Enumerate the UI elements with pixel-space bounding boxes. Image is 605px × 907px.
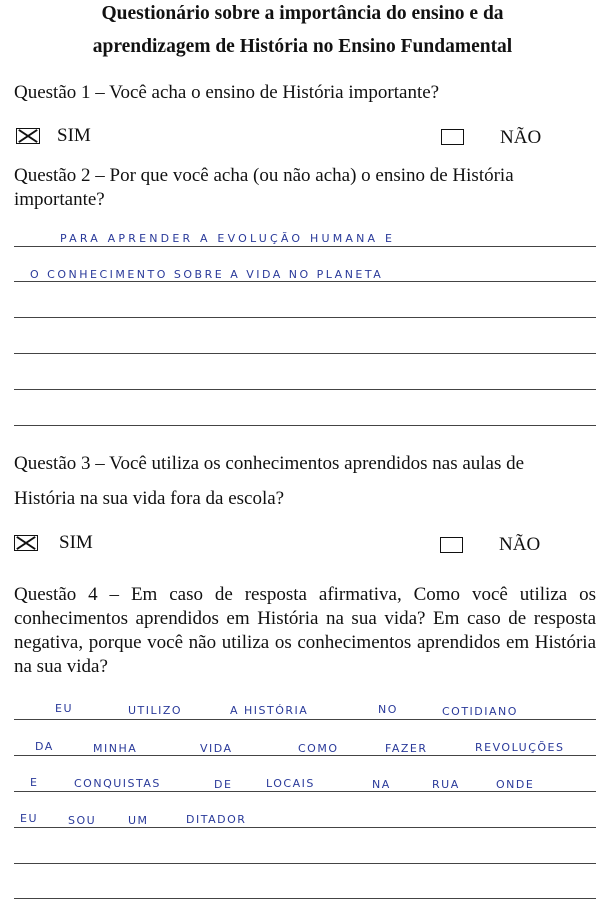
- q4-answer-word: COTIDIANO: [442, 705, 518, 718]
- answer-rule: [14, 827, 596, 828]
- answer-rule: [14, 389, 596, 390]
- q4-answer-word: FAZER: [385, 742, 428, 755]
- q1-yes-checkbox[interactable]: [16, 128, 40, 144]
- q3-no-checkbox[interactable]: [440, 537, 463, 553]
- q4-answer-word: UTILIZO: [128, 704, 183, 717]
- q4-answer-word: E: [30, 776, 39, 789]
- question-4-text: Questão 4 – Em caso de resposta afirmativa, Como você utiliza os conhecimentos aprendidos em História na sua vida? Em caso de resposta negativa, porque você não utiliza os conhecimentos aprendidos em História na sua vida?: [14, 584, 596, 677]
- q1-yes-label: SIM: [57, 125, 91, 146]
- q4-answer-word: DE: [214, 778, 233, 791]
- q4-answer-word: EU: [55, 702, 74, 715]
- q4-answer-word: A HISTÓRIA: [230, 704, 309, 717]
- q4-answer-word: MINHA: [93, 742, 138, 755]
- q4-answer-word: DA: [35, 740, 54, 753]
- q4-answer-word: COMO: [298, 742, 339, 755]
- answer-rule: [14, 898, 596, 899]
- q2-answer-line-2: O CONHECIMENTO SOBRE A VIDA NO PLANETA: [30, 268, 384, 281]
- answer-rule: [14, 281, 596, 282]
- answer-rule: [14, 719, 596, 720]
- question-1-text: Questão 1 – Você acha o ensino de História importante?: [14, 82, 440, 103]
- q4-answer-word: SOU: [68, 814, 97, 827]
- q4-answer-word: DITADOR: [186, 813, 247, 826]
- q4-answer-word: VIDA: [200, 742, 233, 755]
- q4-answer-word: UM: [128, 814, 149, 827]
- q4-answer-word: NO: [378, 703, 398, 716]
- q3-yes-label: SIM: [59, 532, 93, 553]
- question-3-line-2: História na sua vida fora da escola?: [14, 488, 285, 509]
- q3-no-label: NÃO: [499, 534, 541, 555]
- answer-rule: [14, 317, 596, 318]
- checkmark-x-icon: [17, 129, 39, 143]
- answer-rule: [14, 863, 596, 864]
- question-3-line-1: Questão 3 – Você utiliza os conhecimentos aprendidos nas aulas de: [14, 453, 525, 474]
- checkmark-x-icon: [15, 536, 37, 550]
- q4-answer-word: NA: [372, 778, 391, 791]
- q4-answer-word: ONDE: [496, 778, 535, 791]
- q4-answer-word: LOCAIS: [266, 777, 315, 790]
- form-title-line-1: Questionário sobre a importância do ensino e da: [101, 3, 504, 24]
- q4-answer-word: RUA: [432, 778, 460, 791]
- question-2-text: Questão 2 – Por que você acha (ou não acha) o ensino de História importante?: [14, 165, 514, 210]
- answer-rule: [14, 353, 596, 354]
- answer-rule: [14, 246, 596, 247]
- q2-answer-line-1: PARA APRENDER A EVOLUÇÃO HUMANA E: [60, 232, 396, 245]
- q4-answer-word: REVOLUÇÕES: [475, 741, 565, 754]
- q1-no-label: NÃO: [500, 127, 542, 148]
- q3-yes-checkbox[interactable]: [14, 535, 38, 551]
- form-title-line-2: aprendizagem de História no Ensino Fundamental: [92, 36, 513, 57]
- answer-rule: [14, 425, 596, 426]
- q4-answer-word: EU: [20, 812, 39, 825]
- q1-no-checkbox[interactable]: [441, 129, 464, 145]
- answer-rule: [14, 791, 596, 792]
- q4-answer-word: CONQUISTAS: [74, 777, 161, 790]
- answer-rule: [14, 755, 596, 756]
